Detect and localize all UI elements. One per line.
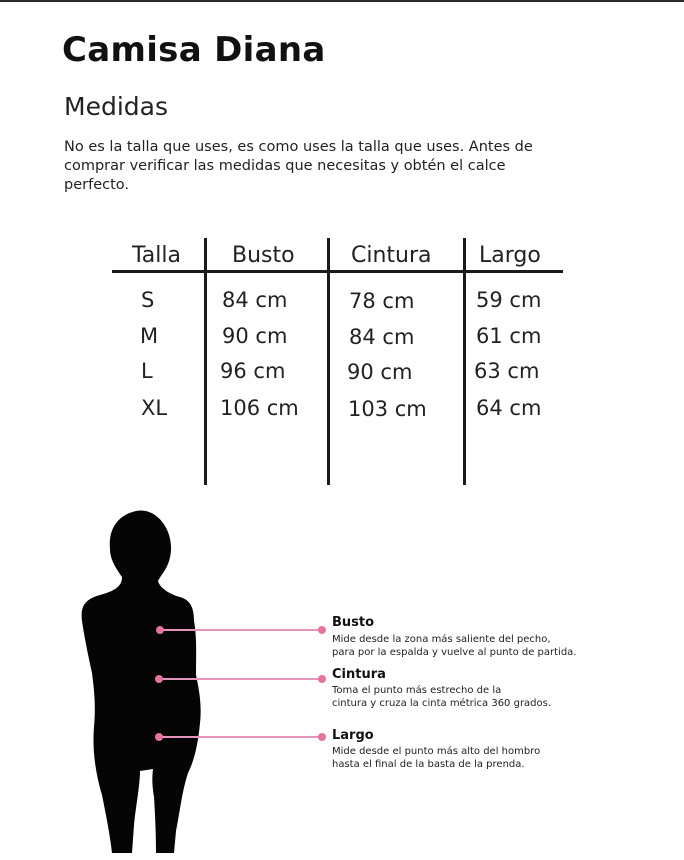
largo-point-marker <box>155 733 163 741</box>
largo-cell: 63 cm <box>474 359 540 383</box>
table-column-divider <box>463 238 466 485</box>
cintura-leader-line <box>160 678 322 680</box>
size-cell: L <box>141 359 153 383</box>
busto-cell: 90 cm <box>222 324 288 348</box>
intro-text: No es la talla que uses, es como uses la talla que uses. Antes de comprar verificar las medidas que necesitas y obtén el calce perfecto. <box>64 139 533 193</box>
size-cell: M <box>140 324 159 348</box>
largo-cell: 61 cm <box>476 324 542 348</box>
busto-leader-line <box>160 629 322 631</box>
header-largo: Largo <box>479 243 541 268</box>
header-busto: Busto <box>232 243 295 268</box>
cintura-point-marker <box>318 675 326 683</box>
busto-cell: 106 cm <box>220 396 299 420</box>
busto-description-line-1: Mide desde la zona más saliente del pecho, <box>332 634 551 645</box>
table-header-rule <box>112 270 563 273</box>
busto-point-marker <box>318 626 326 634</box>
largo-leader-line <box>160 736 322 738</box>
busto-point-marker <box>156 626 164 634</box>
size-cell: XL <box>141 396 168 420</box>
cintura-title: Cintura <box>332 667 386 682</box>
busto-cell: 96 cm <box>220 359 286 383</box>
top-rule <box>0 0 684 2</box>
cintura-description-line-2: cintura y cruza la cinta métrica 360 grados. <box>332 698 552 709</box>
largo-description-line-1: Mide desde el punto más alto del hombro <box>332 746 541 757</box>
cintura-cell: 84 cm <box>349 325 415 349</box>
product-title: Camisa Diana <box>62 30 326 70</box>
table-column-divider <box>327 238 330 485</box>
cintura-cell: 90 cm <box>347 360 413 384</box>
cintura-point-marker <box>155 675 163 683</box>
size-cell: S <box>141 288 155 312</box>
body-silhouette-figure <box>60 505 230 860</box>
header-talla: Talla <box>132 243 181 268</box>
cintura-description-line-1: Toma el punto más estrecho de la <box>332 685 502 696</box>
cintura-cell: 103 cm <box>348 397 427 421</box>
header-cintura: Cintura <box>351 243 432 268</box>
largo-point-marker <box>318 733 326 741</box>
busto-cell: 84 cm <box>222 288 288 312</box>
section-title: Medidas <box>64 92 168 121</box>
table-column-divider <box>204 238 207 485</box>
busto-title: Busto <box>332 615 375 630</box>
largo-cell: 64 cm <box>476 396 542 420</box>
cintura-cell: 78 cm <box>349 289 415 313</box>
largo-title: Largo <box>332 728 374 743</box>
busto-description-line-2: para por la espalda y vuelve al punto de partida. <box>332 647 577 658</box>
largo-cell: 59 cm <box>476 288 542 312</box>
largo-description-line-2: hasta el final de la basta de la prenda. <box>332 759 525 770</box>
